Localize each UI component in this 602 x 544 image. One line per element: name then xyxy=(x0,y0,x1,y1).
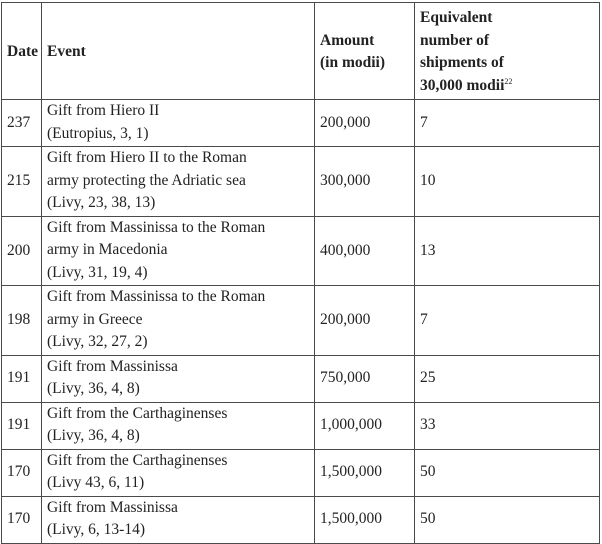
cell-date: 215 xyxy=(2,147,42,217)
event-line: Gift from Massinissa to the Roman xyxy=(47,288,266,305)
event-line: (Livy, 36, 4, 8) xyxy=(47,380,140,397)
cell-amount: 400,000 xyxy=(315,216,415,286)
event-line: Gift from Massinissa to the Roman xyxy=(47,218,266,236)
grain-gifts-table xyxy=(1,2,600,544)
event-line: (Eutropius, 3, 1) xyxy=(47,124,149,142)
table-row xyxy=(2,100,600,147)
event-line: Gift from Hiero II to the Roman xyxy=(47,149,247,166)
event-line: (Livy 43, 6, 11) xyxy=(47,474,145,491)
cell-shipments: 25 xyxy=(415,355,600,402)
cell-event xyxy=(42,147,315,217)
cell-event xyxy=(42,402,315,449)
cell-date: 237 xyxy=(2,100,42,147)
cell-shipments: 10 xyxy=(415,147,600,217)
table-row xyxy=(2,286,600,356)
header-row xyxy=(2,3,600,100)
cell-date: 191 xyxy=(2,355,42,402)
cell-amount: 750,000 xyxy=(315,355,415,402)
footnote-marker: 22 xyxy=(504,76,513,86)
cell-date: 170 xyxy=(2,449,42,496)
event-line: Gift from the Carthaginenses xyxy=(47,404,228,422)
event-line: (Livy, 31, 19, 4) xyxy=(47,263,148,281)
cell-event xyxy=(42,496,315,543)
event-line: army in Greece xyxy=(47,310,143,328)
table-row xyxy=(2,449,600,496)
cell-shipments: 7 xyxy=(415,286,600,356)
event-line: (Livy, 6, 13-14) xyxy=(47,521,146,538)
cell-amount: 1,500,000 xyxy=(315,496,415,543)
cell-shipments: 50 xyxy=(415,449,600,496)
cell-date: 170 xyxy=(2,496,42,543)
table-row xyxy=(2,402,600,449)
cell-amount: 200,000 xyxy=(315,100,415,147)
table-row xyxy=(2,355,600,402)
cell-event xyxy=(42,355,315,402)
cell-shipments: 7 xyxy=(415,100,600,147)
cell-event xyxy=(42,100,315,147)
header-date: Date xyxy=(2,3,42,100)
cell-date: 200 xyxy=(2,216,42,286)
cell-shipments: 13 xyxy=(415,216,600,286)
header-amount: Amount (in modii) xyxy=(315,3,415,100)
event-line: (Livy, 23, 38, 13) xyxy=(47,194,156,211)
table-row xyxy=(2,216,600,286)
header-event: Event xyxy=(42,3,315,100)
cell-shipments: 33 xyxy=(415,402,600,449)
cell-amount: 300,000 xyxy=(315,147,415,217)
cell-amount: 200,000 xyxy=(315,286,415,356)
cell-date: 191 xyxy=(2,402,42,449)
cell-amount: 1,000,000 xyxy=(315,402,415,449)
event-line: Gift from Hiero II xyxy=(47,102,160,119)
cell-amount: 1,500,000 xyxy=(315,449,415,496)
event-line: (Livy, 32, 27, 2) xyxy=(47,333,148,350)
cell-event xyxy=(42,286,315,356)
event-line: (Livy, 36, 4, 8) xyxy=(47,427,140,444)
header-equivalent-shipments: Equivalent number of shipments of 30,000 modii$^{22}$ xyxy=(415,3,600,100)
event-line: Gift from Massinissa xyxy=(47,357,178,375)
cell-event xyxy=(42,449,315,496)
event-line: army protecting the Adriatic sea xyxy=(47,171,246,189)
table-row xyxy=(2,147,600,217)
cell-shipments: 50 xyxy=(415,496,600,543)
table-row xyxy=(2,496,600,543)
event-line: Gift from Massinissa xyxy=(47,498,178,516)
event-line: Gift from the Carthaginenses xyxy=(47,451,228,469)
cell-date: 198 xyxy=(2,286,42,356)
cell-event xyxy=(42,216,315,286)
event-line: army in Macedonia xyxy=(47,241,168,258)
